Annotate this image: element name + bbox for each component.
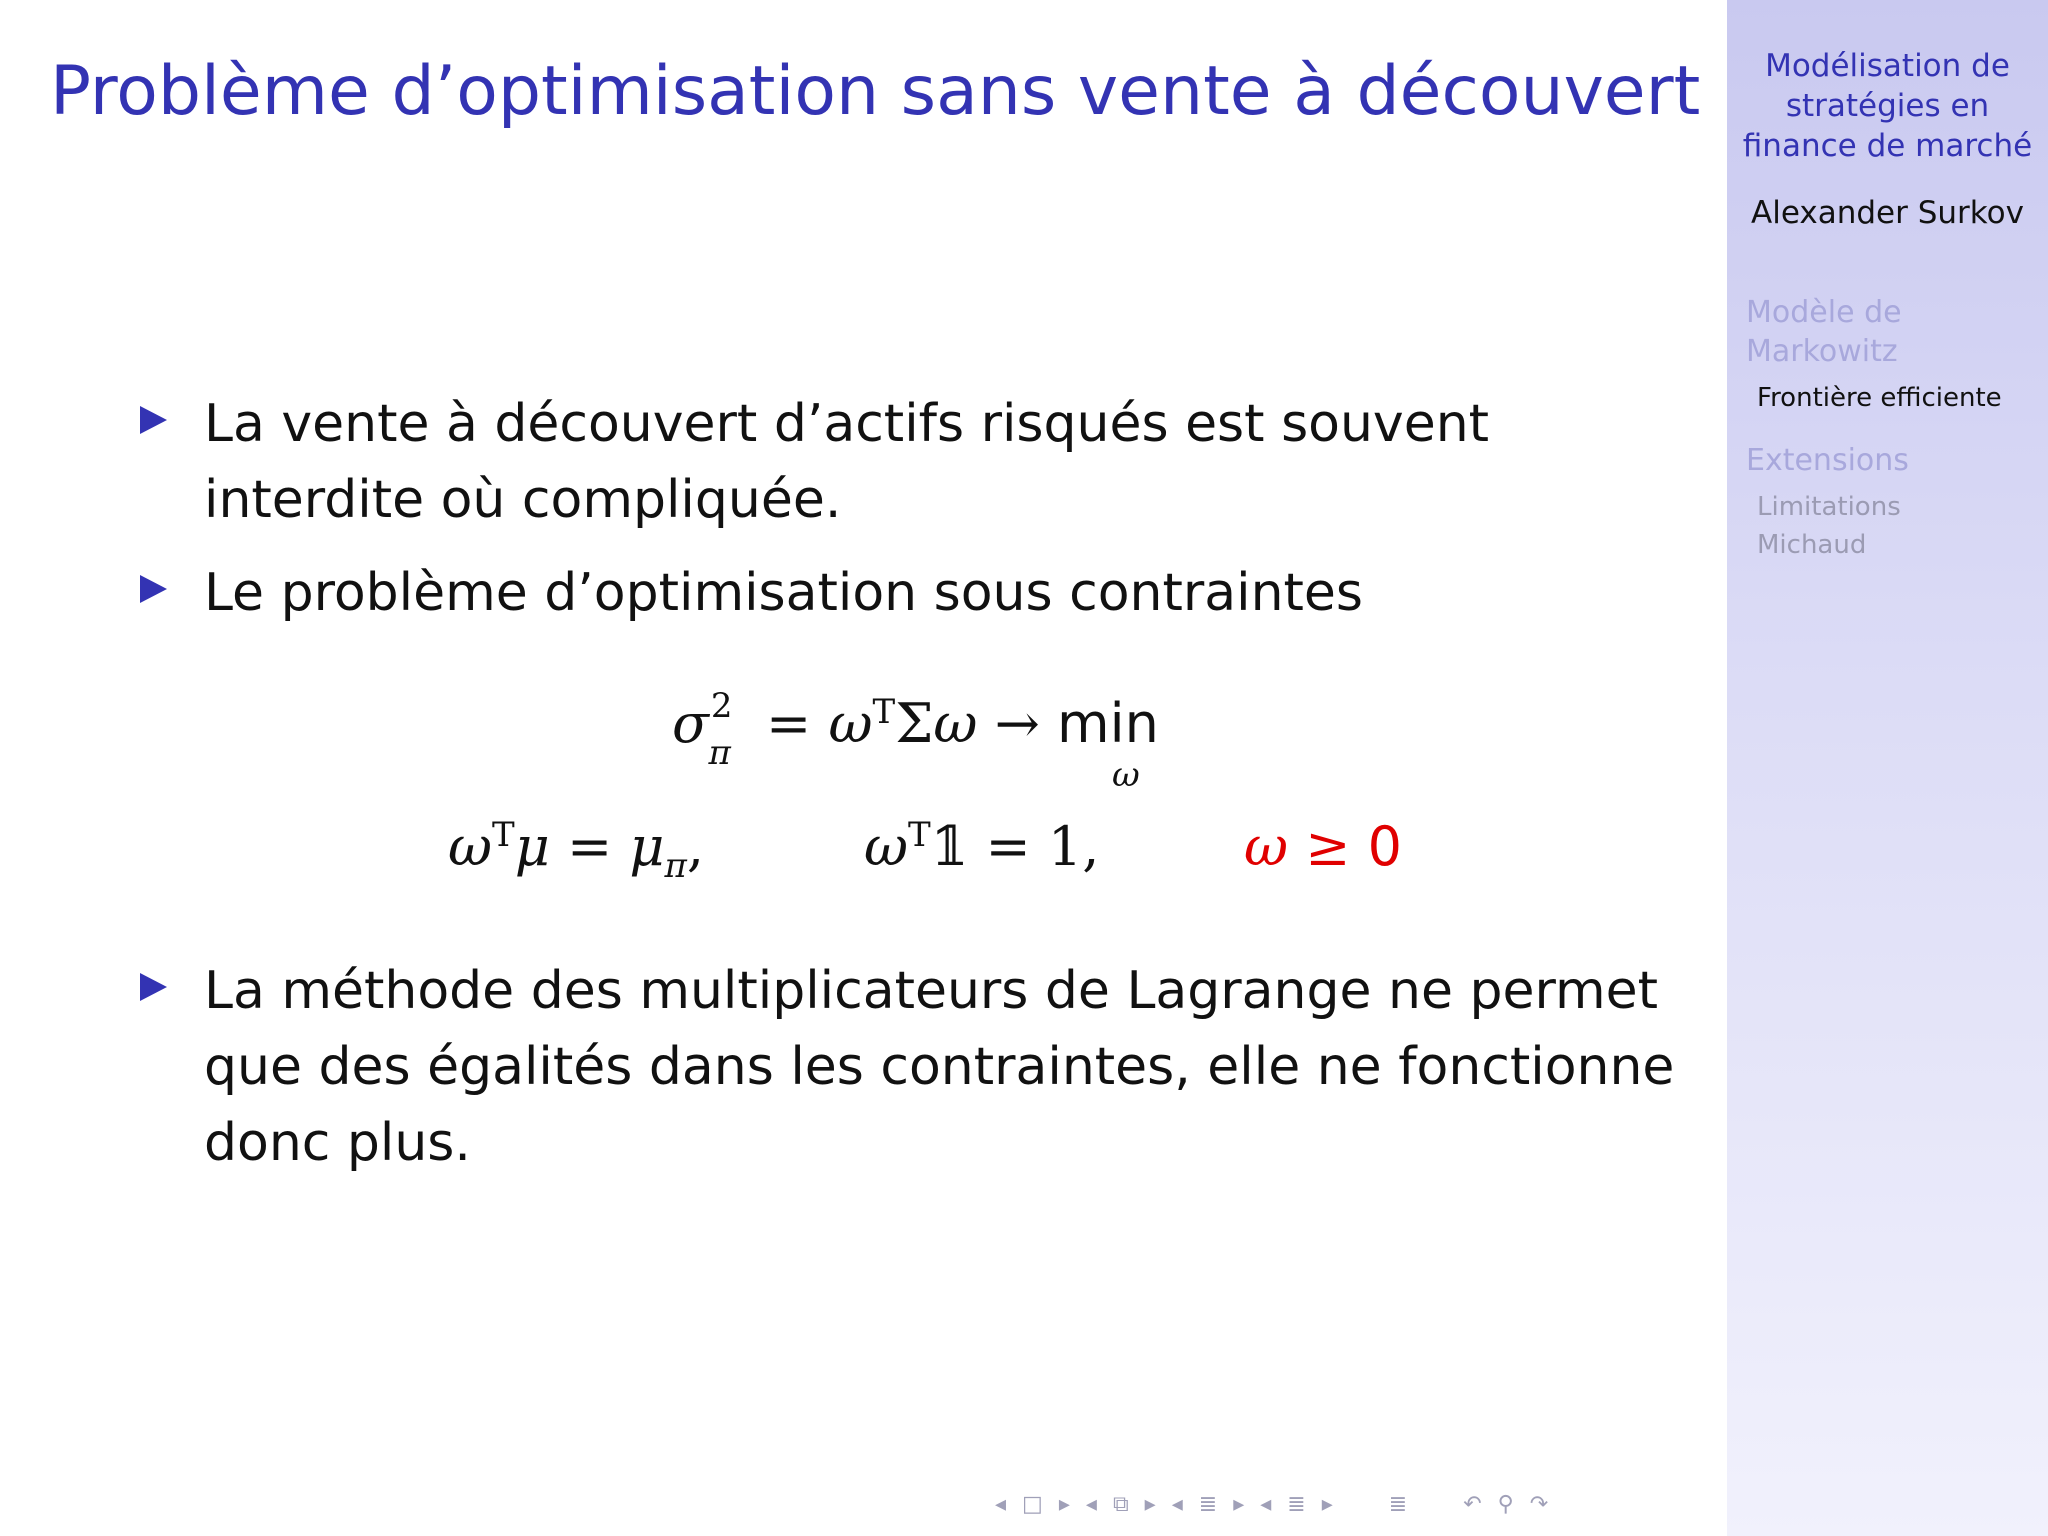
formula-constraint-return: $\omega^T\mu = \mu_\pi$,: [448, 815, 705, 886]
bullet-triangle-icon: [140, 973, 167, 1001]
bullet-line: que des égalités dans les contraintes, elle ne fonctionne: [204, 1037, 1675, 1097]
formula-objective: $\sigma^2_\pi = \omega^T\Sigma\omega \to \min$: [672, 686, 1159, 773]
bullet-line: Le problème d’optimisation sous contraintes: [204, 563, 1364, 623]
bullet-line: La vente à découvert d’actifs risqués est souvent: [204, 394, 1490, 454]
nav-section-icon[interactable]: ≣: [1198, 1492, 1218, 1517]
sidebar-presentation-title[interactable]: [1727, 46, 2048, 166]
nav-prev-subsection-icon[interactable]: ◂: [1085, 1492, 1097, 1517]
nav-forward-icon[interactable]: ↷: [1529, 1492, 1549, 1517]
sidebar-section-extensions[interactable]: Extensions: [1746, 443, 1909, 478]
nav-next-frame-icon[interactable]: ▸: [1058, 1492, 1070, 1517]
nav-next-part-icon[interactable]: ▸: [1321, 1492, 1333, 1517]
nav-frame-icon[interactable]: □: [1022, 1492, 1043, 1517]
formula-constraint-budget: $\omega^T𝟙 = 1$,: [864, 815, 1100, 878]
slide-title: Problème d’optimisation sans vente à découvert: [50, 52, 1701, 131]
sidebar-title-line: Modélisation de: [1765, 48, 2010, 84]
nav-next-subsection-icon[interactable]: ▸: [1144, 1492, 1156, 1517]
bullet-triangle-icon: [140, 406, 167, 434]
sidebar-author[interactable]: Alexander Surkov: [1751, 195, 2024, 231]
sidebar-section-markowitz[interactable]: [1746, 293, 1902, 371]
nav-appendix-icon[interactable]: ≣: [1388, 1492, 1408, 1517]
nav-subsection-icon[interactable]: ⧉: [1112, 1492, 1129, 1517]
bullet-text: [204, 386, 1784, 538]
navigation-bar: [990, 1490, 1553, 1520]
nav-prev-section-icon[interactable]: ◂: [1171, 1492, 1183, 1517]
sidebar-item-limitations[interactable]: Limitations: [1757, 492, 1901, 522]
nav-part-icon[interactable]: ≣: [1287, 1492, 1306, 1517]
bullet-text: [204, 555, 1784, 631]
formula-constraint-nonneg: ω ≥ 0: [1244, 815, 1402, 878]
sidebar-title-line: finance de marché: [1742, 128, 2033, 164]
nav-next-section-icon[interactable]: ▸: [1233, 1492, 1245, 1517]
bullet-line: interdite où compliquée.: [204, 470, 842, 530]
bullet-line: La méthode des multiplicateurs de Lagrange ne permet: [204, 961, 1658, 1021]
formula-min-subscript: ω: [1112, 755, 1140, 795]
nav-search-icon[interactable]: ⚲: [1497, 1492, 1514, 1517]
sidebar: [1727, 0, 2048, 1536]
sidebar-title-line: stratégies en: [1785, 88, 1990, 124]
bullet-text: [204, 953, 1784, 1181]
nav-back-icon[interactable]: ↶: [1463, 1492, 1482, 1517]
nav-prev-frame-icon[interactable]: ◂: [995, 1492, 1007, 1517]
sidebar-item-frontiere-efficiente[interactable]: Frontière efficiente: [1757, 383, 2002, 413]
sidebar-section-line: Modèle de: [1746, 295, 1902, 330]
nav-prev-part-icon[interactable]: ◂: [1260, 1492, 1272, 1517]
bullet-triangle-icon: [140, 575, 167, 603]
sidebar-section-line: Markowitz: [1746, 334, 1898, 369]
sidebar-item-michaud[interactable]: Michaud: [1757, 530, 1867, 560]
bullet-line: donc plus.: [204, 1113, 471, 1173]
